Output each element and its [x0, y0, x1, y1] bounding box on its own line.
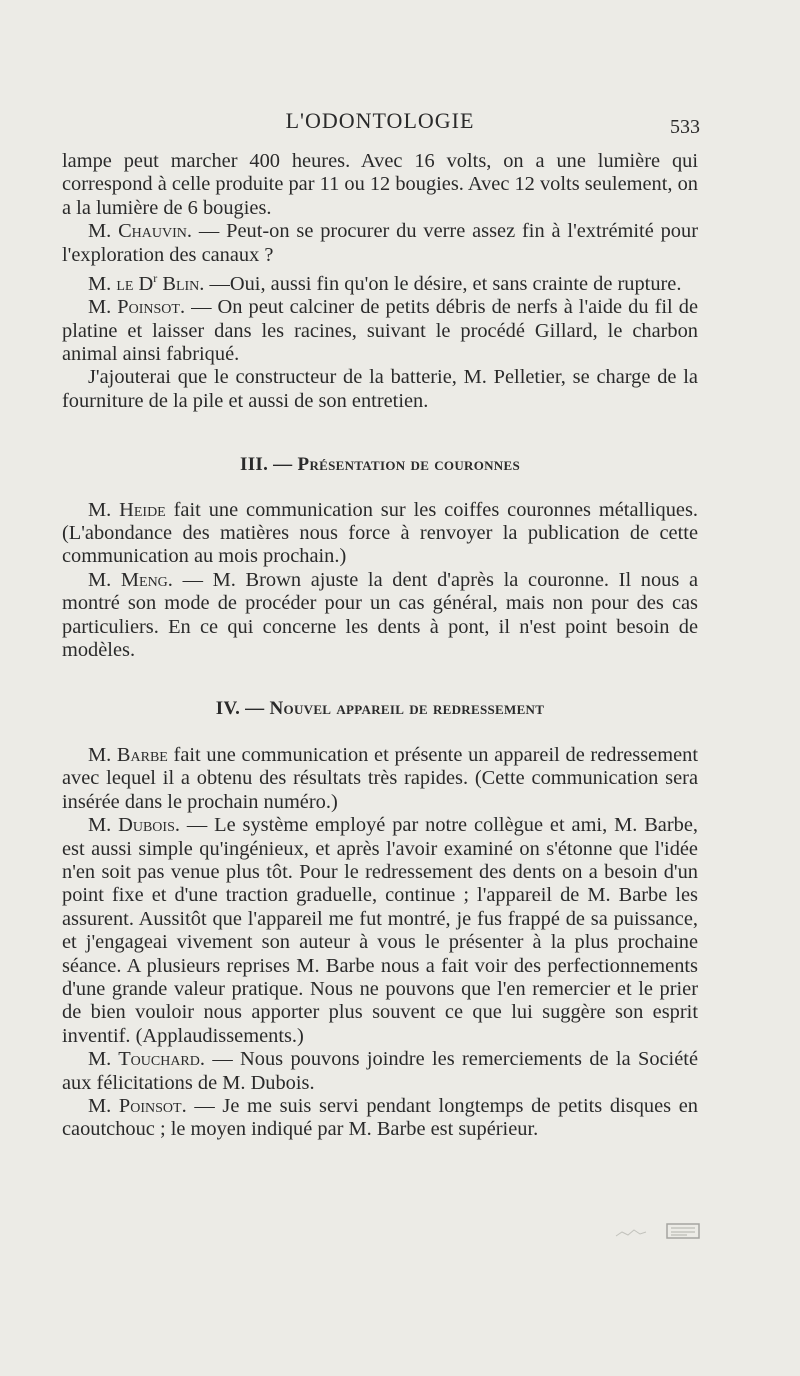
paragraph-poinsot: M. Poinsot. — On peut calciner de petits débris de nerfs à l'aide du fil de platine et laisser dans les racines, suivant le procédé Gillard, le charbon animal ainsi fabriqué. [62, 296, 698, 366]
speaker-name: M. Barbe [88, 743, 168, 766]
running-head [60, 104, 700, 144]
paragraph-blin: M. le $D^r$ Blin. —Oui, aussi fin qu'on le désire, et sans crainte de rupture. [88, 271, 682, 295]
speaker-name: M. Meng. [88, 568, 173, 591]
body-text [62, 150, 698, 1142]
paragraph-meng: M. Meng. — M. Brown ajuste la dent d'après la couronne. Il nous a montré son mode de procéder pour un cas général, mais non pour des cas particuliers. En ce qui concerne les dents à pont, il n'est point besoin de modèles. [62, 568, 699, 662]
speaker-name: M. Poinsot. [88, 296, 186, 319]
running-title: L'ODONTOLOGIE [285, 108, 475, 133]
paragraph-poinsot-2: M. Poinsot. — Je me suis servi pendant longtemps de petits disques en caoutchouc ; le moyen indiqué par M. Barbe est supérieur. [62, 1095, 698, 1141]
speaker-name: M. Touchard. [88, 1048, 205, 1071]
scan-mark-icon [612, 1222, 702, 1246]
paragraph-touchard: M. Touchard. — Nous pouvons joindre les remerciements de la Société aux félicitations de M. Dubois. [62, 1048, 698, 1094]
paragraph-continuation: lampe peut marcher 400 heures. Avec 16 volts, on a une lumière qui correspond à celle produite par 11 ou 12 bougies. Avec 12 volts seulement, on a la lumière de 6 bougies. [62, 150, 698, 219]
page-number: 533 [670, 116, 700, 138]
section-heading-iv: IV. — Nouvel appareil de redressement [215, 697, 545, 719]
paragraph-dubois: M. Dubois. — Le système employé par notre collègue et ami, M. Barbe, est aussi simple qu'ingénieux, et après l'avoir examiné on s'étonne que l'idée n'en soit pas venue plus tôt. Pour le redressement des dents on a besoin d'un point fixe et d'une traction graduelle, continue ; l'appareil de M. Barbe les assurent. Aussitôt que l'appareil me fut montré, je fus frappé de sa puissance, et j'engageai vivement son auteur à vous le présenter à la plus prochaine séance. A plusieurs reprises M. Barbe nous a fait voir des perfectionnements d'une grande valeur pratique. Nous ne pouvons que l'en remercier et le prier de bien vouloir nous apporter plus souvent ce que lui suggère son esprit inventif. (Applaudissements.) [62, 814, 698, 1047]
paragraph-chauvin: M. Chauvin. — Peut-on se procurer du verre assez fin à l'extrémité pour l'exploration des canaux ? [62, 220, 698, 266]
paragraph-barbe: M. Barbe fait une communication et présente un appareil de redressement avec lequel il a obtenu des résultats très rapides. (Cette communication sera insérée dans le prochain numéro.) [62, 743, 698, 813]
paragraph-pelletier: J'ajouterai que le constructeur de la batterie, M. Pelletier, se charge de la fourniture de la pile et aussi de son entretien. [62, 366, 698, 412]
speaker-name: M. Chauvin. [88, 220, 192, 243]
speaker-name: M. Heide [88, 498, 166, 521]
speaker-name: M. le D [88, 272, 154, 295]
speaker-name: M. Poinsot. [88, 1095, 187, 1118]
section-heading-iii: III. — Présentation de couronnes [240, 454, 520, 476]
paragraph-heide: M. Heide fait une communication sur les coiffes couronnes métalliques. (L'abondance des matières nous force à renvoyer la publication de cette communication au mois prochain.) [62, 498, 698, 568]
speaker-name: M. Dubois. [88, 814, 180, 837]
